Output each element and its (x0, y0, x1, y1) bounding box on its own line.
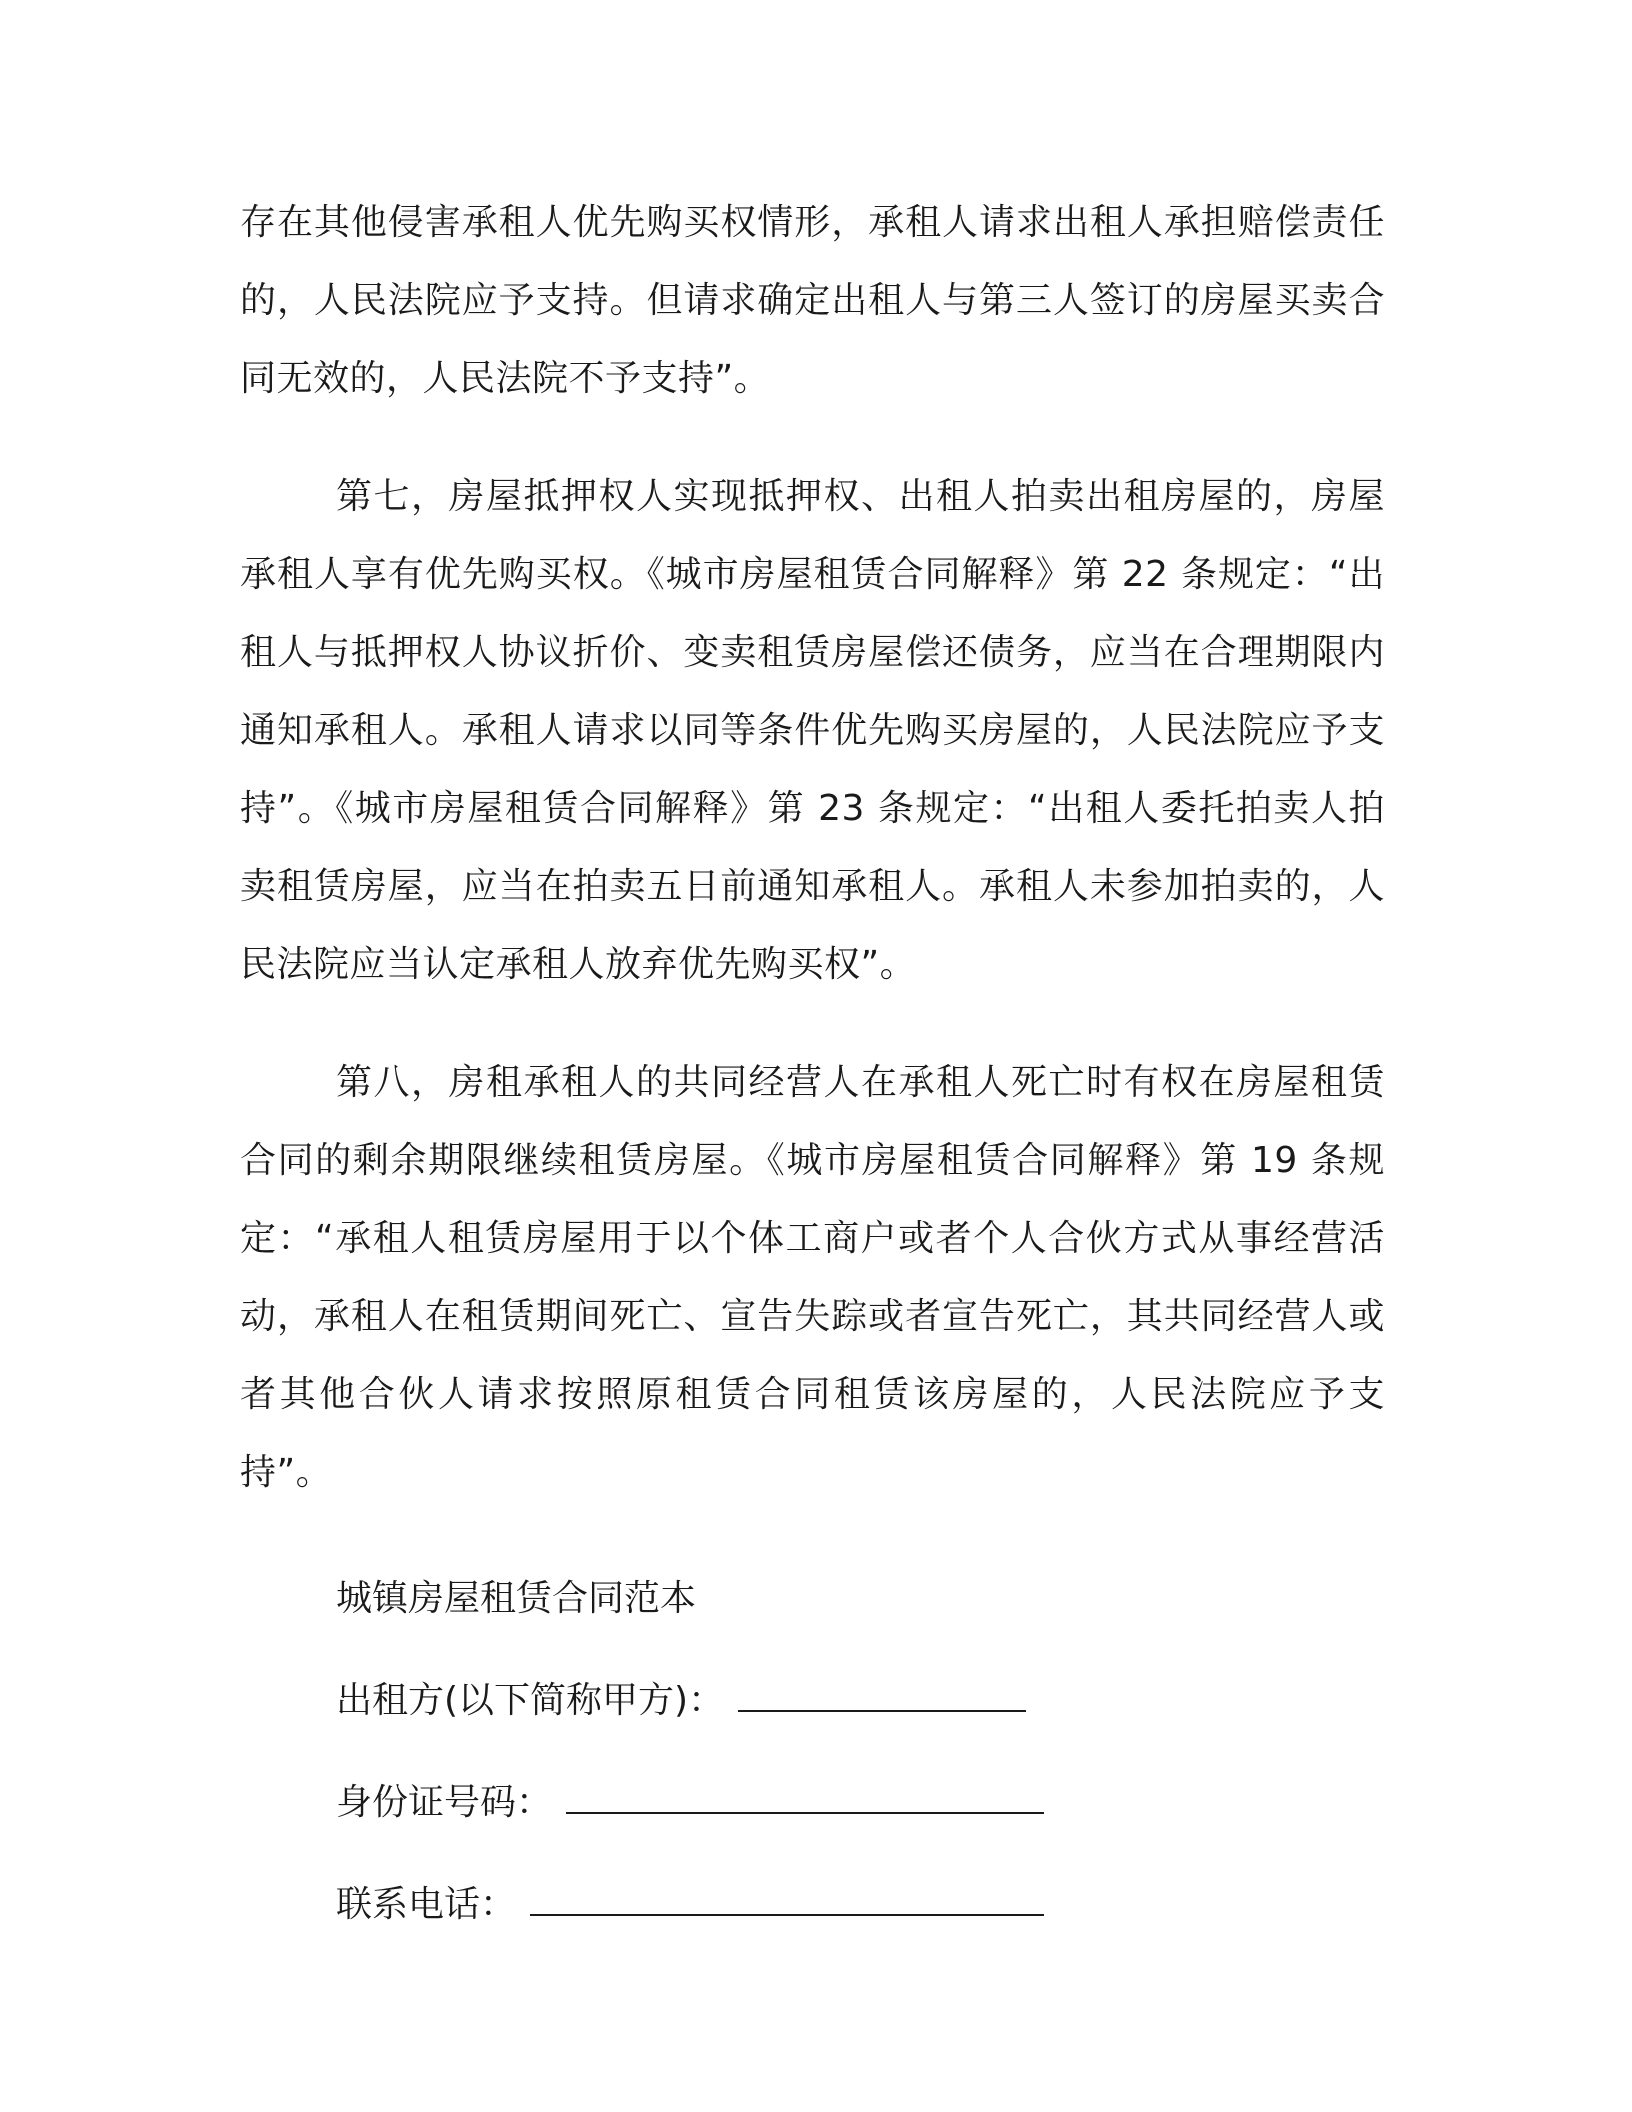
phone-label: 联系电话： (336, 1884, 517, 1925)
paragraph-eighth: 第八，房租承租人的共同经营人在承租人死亡时有权在房屋租赁合同的剩余期限继续租赁房屋。《城市房屋租赁合同解释》第 19 条规定：“承租人租赁房屋用于以个体工商户或者个人合伙方式从事经营活动，承租人在租赁期间死亡、宣告失踪或者宣告死亡，其共同经营人或者其他合伙人请求按照原租赁合同租赁该房屋的，人民法院应予支持”。 (240, 1062, 1385, 1493)
template-title: 城镇房屋租赁合同范本 (336, 1578, 697, 1619)
document-body (240, 184, 1385, 1944)
id-number-blank (566, 1782, 1044, 1814)
lessor-blank (738, 1680, 1026, 1712)
id-number-label: 身份证号码： (336, 1782, 553, 1823)
paragraph-continuation: 存在其他侵害承租人优先购买权情形，承租人请求出租人承担赔偿责任的，人民法院应予支持。但请求确定出租人与第三人签订的房屋买卖合同无效的，人民法院不予支持”。 (240, 202, 1385, 399)
lessor-line (240, 1662, 1385, 1740)
lessor-label: 出租方(以下简称甲方)： (336, 1680, 725, 1721)
id-number-line (240, 1764, 1385, 1842)
paragraph-seventh: 第七，房屋抵押权人实现抵押权、出租人拍卖出租房屋的，房屋承租人享有优先购买权。《城市房屋租赁合同解释》第 22 条规定：“出租人与抵押权人协议折价、变卖租赁房屋偿还债务，应当在合理期限内通知承租人。承租人请求以同等条件优先购买房屋的，人民法院应予支持”。《城市房屋租赁合同解释》第 23 条规定：“出租人委托拍卖人拍卖租赁房屋，应当在拍卖五日前通知承租人。承租人未参加拍卖的，人民法院应当认定承租人放弃优先购买权”。 (240, 476, 1385, 985)
phone-line (240, 1866, 1385, 1944)
phone-blank (530, 1884, 1044, 1916)
